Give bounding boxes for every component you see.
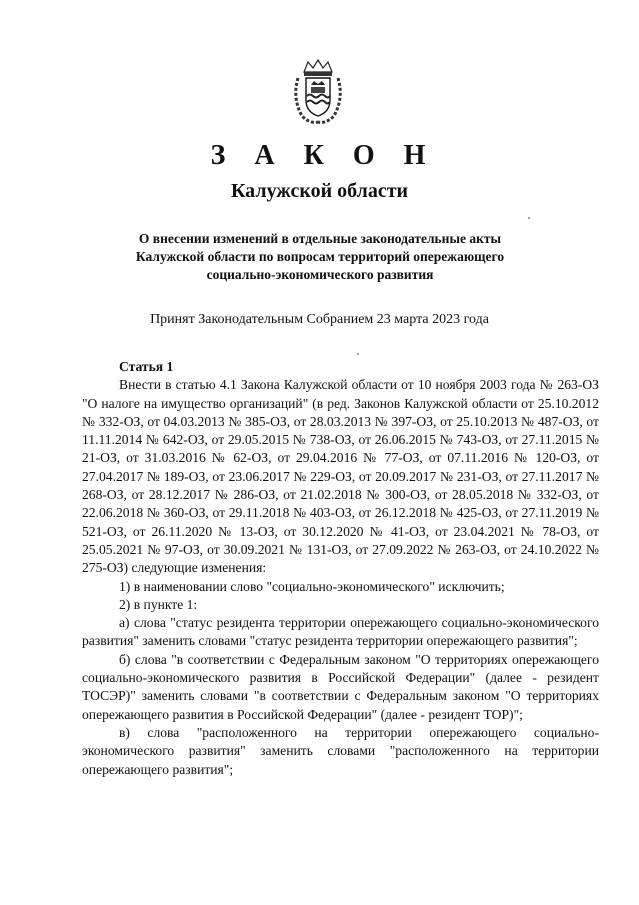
article-title: Статья 1 [119, 359, 174, 374]
law-heading-line: социально-экономического развития [206, 267, 434, 282]
sub-item-a: а) слова "статус резидента территории опережающего социально-экономического развития" заменить словами "статус резидента территории опережающего развития"; [82, 615, 599, 649]
adoption-note: Принят Законодательным Собранием 23 марта 2023 года [150, 312, 489, 327]
document-title: З А К О Н [210, 140, 437, 171]
law-heading-line: Калужской области по вопросам территорий опережающего [135, 249, 505, 264]
article-paragraph: Внести в статью 4.1 Закона Калужской области от 10 ноября 2003 года № 263-ОЗ "О налоге на имущество организаций" (в ред. Законов Калужской области от 25.10.2012 № 332-ОЗ, от 04.03.2013 № 385-ОЗ, от 28.03.2013 № 397-ОЗ, от 25.10.2013 № 487-ОЗ, от 11.11.2014 № 642-ОЗ, от 29.05.2015 № 738-ОЗ, от 26.06.2015 № 743-ОЗ, от 27.11.2015 № 21-ОЗ, от 31.03.2016 № 62-ОЗ, от 29.04.2016 № 77-ОЗ, от 07.11.2016 № 120-ОЗ, от 27.04.2017 № 189-ОЗ, от 23.06.2017 № 229-ОЗ, от 20.09.2017 № 231-ОЗ, от 27.11.2017 № 268-ОЗ, от 28.12.2017 № 286-ОЗ, от 21.02.2018 № 300-ОЗ, от 28.05.2018 № 332-ОЗ, от 22.06.2018 № 360-ОЗ, от 29.11.2018 № 403-ОЗ, от 26.12.2018 № 425-ОЗ, от 27.11.2019 № 521-ОЗ, от 26.11.2020 № 13-ОЗ, от 30.12.2020 № 41-ОЗ, от 23.04.2021 № 78-ОЗ, от 25.05.2021 № 97-ОЗ, от 30.09.2021 № 131-ОЗ, от 27.09.2022 № 263-ОЗ, от 24.10.2022 № 275-ОЗ) следующие изменения: [82, 377, 599, 576]
kaluga-coat-of-arms-icon [290, 58, 346, 126]
scan-speck [357, 353, 359, 355]
sub-item-b: б) слова "в соответствии с Федеральным законом "О территориях опережающего социально-экономического развития в Российской Федерации" (далее - резидент ТОСЭР)" заменить словами "в соответствии с Федеральным законом "О территориях опережающего развития в Российской Федерации" (далее - резидент ТОР)"; [82, 651, 599, 722]
list-item: 2) в пункте 1: [119, 596, 198, 612]
sub-item-c: в) слова "расположенного на территории опережающего социально-экономического развития" заменить словами "расположенного на территории опережающего развития"; [82, 724, 599, 777]
scan-speck [528, 217, 530, 219]
law-heading-line: О внесении изменений в отдельные законодательные акты [138, 231, 502, 246]
law-heading [120, 230, 520, 284]
list-item: 1) в наименовании слово "социально-экономического" исключить; [119, 578, 505, 594]
document-body [82, 358, 599, 779]
document-subtitle: Калужской области [230, 180, 409, 202]
